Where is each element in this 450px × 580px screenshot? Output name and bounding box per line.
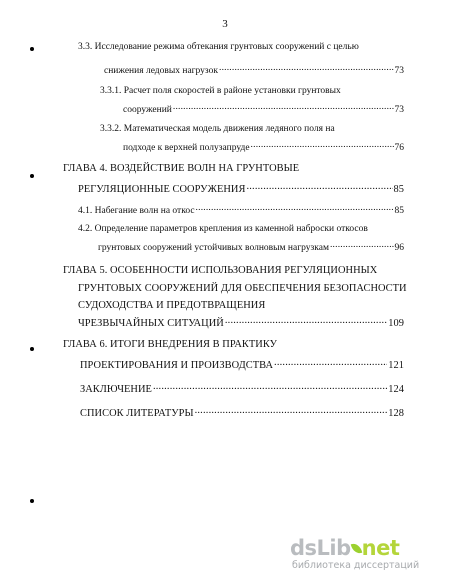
watermark-subtitle: библиотека диссертаций [292,560,420,571]
toc-line-chapter-5-c [78,300,265,311]
toc-line-text: ГЛАВА 5. ОСОБЕННОСТИ ИСПОЛЬЗОВАНИЯ РЕГУЛЯЦИОННЫХ [63,265,378,276]
dot-leader [225,316,387,326]
toc-entry-4-1[interactable] [78,203,404,216]
margin-dot-2 [30,174,34,178]
margin-dot-4 [30,499,34,503]
dot-leader [330,240,394,250]
dslib-logo [290,536,399,560]
toc-entry-text: ПРОЕКТИРОВАНИЯ И ПРОИЗВОДСТВА [80,360,274,371]
dslib-watermark [290,536,438,572]
leaf-icon [350,542,362,555]
toc-entry-text: 4.1. Набегание волн на откос [78,206,195,216]
toc-page-number: 109 [388,318,404,329]
toc-page-number: 96 [394,243,404,253]
toc-page-number: 121 [388,360,404,371]
dot-leader [246,182,392,192]
toc-line-4-2 [78,224,368,234]
toc-entry-text: грунтовых сооружений устойчивых волновым нагрузкам [98,243,329,253]
toc-page-number: 85 [394,206,404,216]
toc-line-chapter-5-b [78,283,407,294]
toc-page-number: 85 [393,184,404,195]
dot-leader [153,382,387,392]
dot-leader [173,102,394,112]
toc-entry-conclusion[interactable] [80,382,404,395]
toc-entry-4-2[interactable] [98,240,404,253]
dot-leader [251,140,394,150]
toc-line-text: СУДОХОДСТВА И ПРЕДОТВРАЩЕНИЯ [78,300,266,311]
toc-line-text: ГРУНТОВЫХ СООРУЖЕНИЙ ДЛЯ ОБЕСПЕЧЕНИЯ БЕЗОПАСНОСТИ [78,283,407,294]
toc-line-text: 3.3.2. Математическая модель движения ледяного поля на [100,124,335,134]
toc-line-text: 4.2. Определение параметров крепления из каменной наброски откосов [78,224,368,234]
page-number: 3 [222,18,228,30]
toc-page-number: 124 [388,384,404,395]
toc-line-chapter-4 [63,163,299,174]
dot-leader [274,358,387,368]
margin-dot-3 [30,347,34,351]
toc-entry-3-3-1[interactable] [123,102,404,115]
margin-dot-1 [30,47,34,51]
toc-line-3-3 [78,42,359,52]
dot-leader [195,406,388,416]
toc-entry-chapter-6[interactable] [80,358,404,371]
logo-suffix: net [361,536,400,560]
toc-line-chapter-5-a [63,265,377,276]
toc-entry-text: РЕГУЛЯЦИОННЫЕ СООРУЖЕНИЯ [78,184,246,195]
toc-page-number: 76 [394,143,404,153]
toc-line-chapter-6 [63,339,277,350]
toc-line-text: 3.3. Исследование режима обтекания грунтовых сооружений с целью [78,42,359,52]
toc-entry-text: сооружений [123,105,172,115]
dot-leader [196,203,394,213]
toc-entry-3-3[interactable] [104,63,404,76]
toc-entry-text: ЗАКЛЮЧЕНИЕ [80,384,152,395]
toc-entry-text: СПИСОК ЛИТЕРАТУРЫ [80,408,194,419]
toc-entry-bibliography[interactable] [80,406,404,419]
toc-line-3-3-2 [100,124,335,134]
toc-line-text: ГЛАВА 6. ИТОГИ ВНЕДРЕНИЯ В ПРАКТИКУ [63,339,277,350]
toc-page-number: 73 [394,66,404,76]
toc-entry-chapter-5[interactable] [78,316,404,329]
toc-entry-3-3-2[interactable] [123,140,404,153]
toc-entry-text: ЧРЕЗВЫЧАЙНЫХ СИТУАЦИЙ [78,318,224,329]
toc-line-text: 3.3.1. Расчет поля скоростей в районе установки грунтовых [100,86,341,96]
dot-leader [219,63,394,73]
toc-entry-chapter-4[interactable] [78,182,404,195]
toc-line-3-3-1 [100,86,341,96]
toc-page-number: 128 [388,408,404,419]
toc-page-number: 73 [394,105,404,115]
toc-line-text: ГЛАВА 4. ВОЗДЕЙСТВИЕ ВОЛН НА ГРУНТОВЫЕ [63,163,300,174]
logo-prefix: dsLib [290,536,351,560]
toc-entry-text: снижения ледовых нагрузок [104,66,218,76]
toc-entry-text: подходе к верхней полузапруде [123,143,250,153]
